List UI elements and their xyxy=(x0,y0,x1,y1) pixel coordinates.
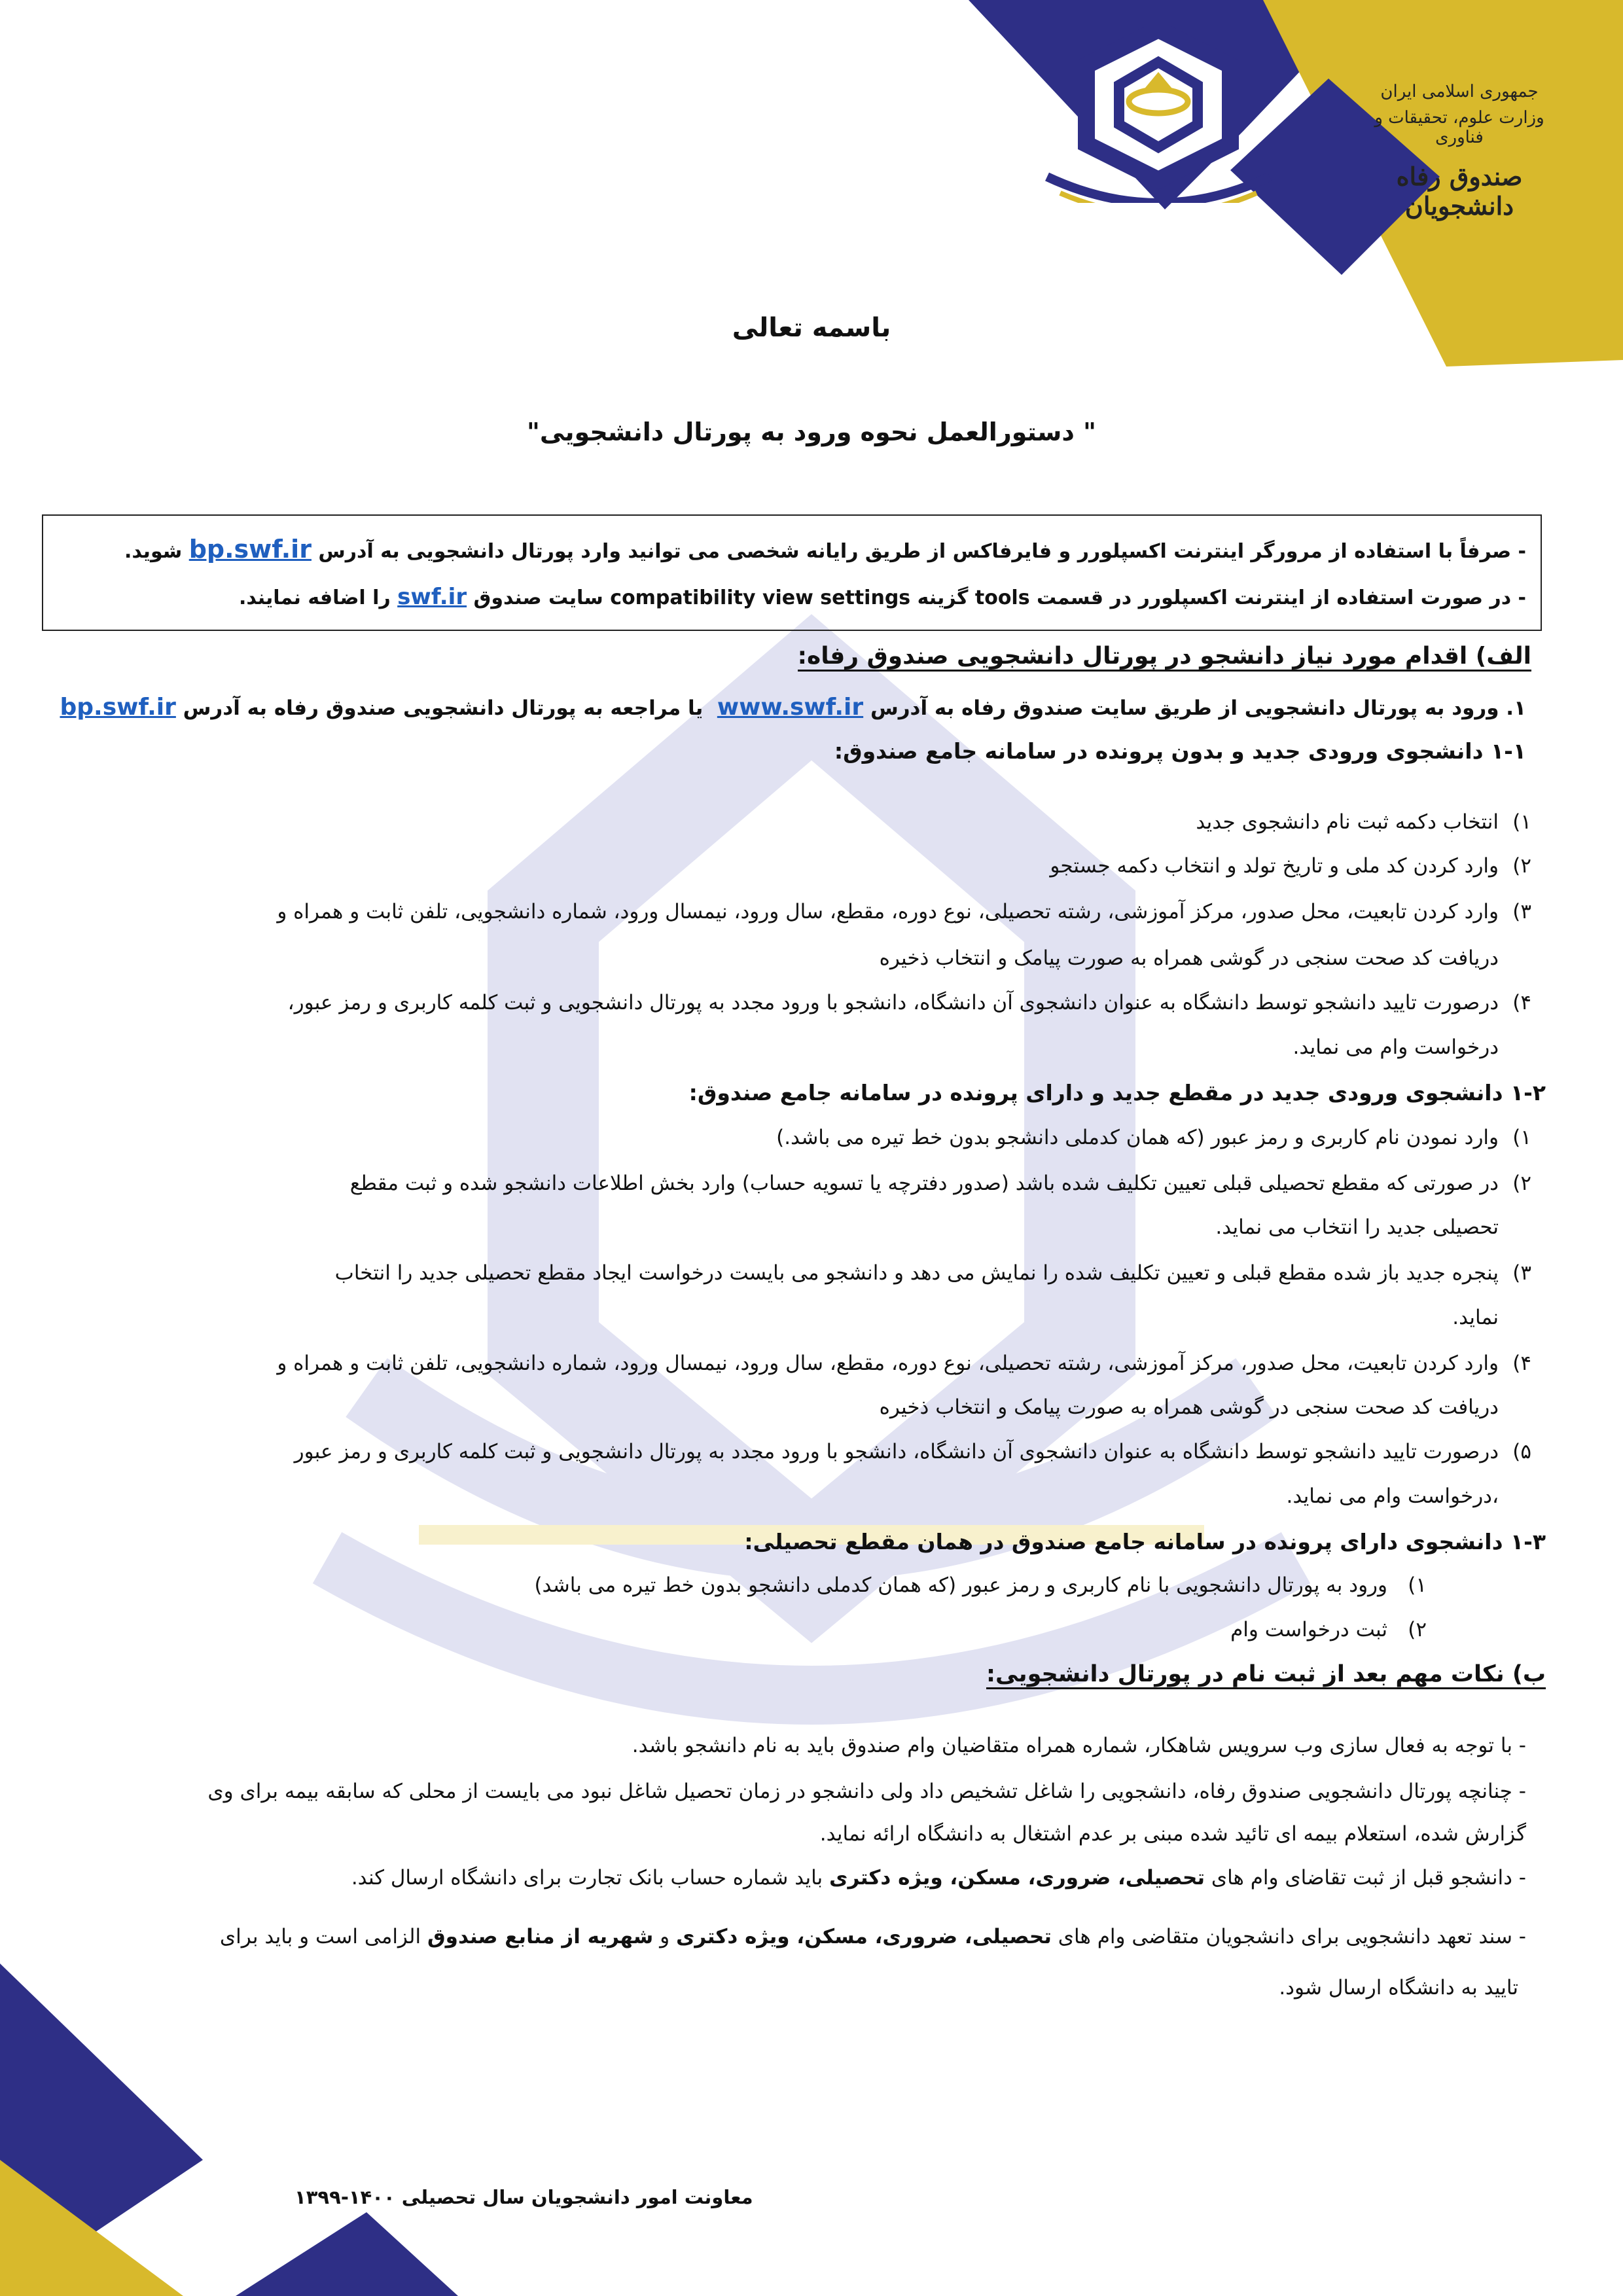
sub3-item-1-num: ۱) xyxy=(1408,1573,1427,1597)
page-title: " دستورالعمل نحوه ورود به پورتال دانشجویی" xyxy=(527,418,1096,446)
sub2-heading: ۱-۲ دانشجوی ورودی جدید در مقطع جدید و دارای پرونده در سامانه جامع صندوق: xyxy=(688,1080,1546,1105)
bp-swf-link[interactable]: bp.swf.ir xyxy=(60,694,176,721)
sub2-item-3-num: ۳) xyxy=(1512,1261,1531,1285)
sub2-item-5: درصورت تایید دانشجو توسط دانشگاه به عنوان دانشجوی آن دانشگاه، دانشجو با ورود مجدد به پورتال دانشجویی و ثبت کلمه کاربری و رمز عبور xyxy=(294,1440,1499,1463)
bullet-1: - با توجه به فعال سازی وب سرویس شاهکار، شماره همراه متقاضیان وام صندوق باید به نام دانشجو باشد. xyxy=(632,1734,1526,1757)
sub2-item-5-cont: ،درخواست وام می نماید. xyxy=(1286,1484,1499,1508)
sub1-item-2: وارد کردن کد ملی و تاریخ تولد و انتخاب دکمه جستجو xyxy=(1050,854,1499,878)
sub1-item-1-num: ۱) xyxy=(1512,810,1531,834)
sub2-item-4-cont: دریافت کد صحت سنجی در گوشی همراه به صورت پیامک و انتخاب ذخیره xyxy=(879,1395,1499,1419)
notice-box xyxy=(42,514,1542,631)
sub2-item-3: پنجره جدید باز شده مقطع قبلی و تعیین تکلیف شده را نمایش می دهد و دانشجو می بایست درخواست ایجاد مقطع تحصیلی جدید را انتخاب xyxy=(334,1261,1499,1285)
sub3-item-1: ورود به پورتال دانشجویی با نام کاربری و رمز عبور (که همان کدملی دانشجو بدون خط تیره می باشد) xyxy=(534,1573,1387,1597)
step-1: ۱. ورود به پورتال دانشجویی از طریق سایت صندوق رفاه به آدرس www.swf.ir یا مراجعه به پورتال دانشجویی صندوق رفاه به آدرس bp.swf.ir xyxy=(60,694,1526,721)
bullet-4-cont: تایید به دانشگاه ارسال شود. xyxy=(1279,1976,1518,2000)
republic-text: جمهوری اسلامی ایران xyxy=(1380,82,1539,101)
notice-line-1: - صرفاً با استفاده از مرورگر اینترنت اکسپلورر و فایرفاکس از طریق رایانه شخصی می توانید وارد پورتال دانشجویی به آدرس bp.swf.ir شوید. xyxy=(124,535,1526,564)
sub2-item-3-cont: نماید. xyxy=(1452,1306,1499,1329)
sub2-item-2-num: ۲) xyxy=(1512,1172,1531,1195)
sub1-item-4-num: ۴) xyxy=(1512,991,1531,1014)
sub2-item-4: وارد کردن تابعیت، محل صدور، مرکز آموزشی، رشته تحصیلی، نوع دوره، مقطع، سال ورود، نیمسال ورود، شماره دانشجویی، تلفن ثابت و همراه و xyxy=(277,1352,1499,1375)
invocation: باسمه تعالی xyxy=(732,313,891,343)
www-swf-link[interactable]: www.swf.ir xyxy=(717,694,864,721)
bullet-3: - دانشجو قبل از ثبت تقاضای وام های تحصیلی، ضروری، مسکن، ویژه دکتری باید شماره حساب بانک تجارت برای دانشگاه ارسال کند. xyxy=(351,1866,1526,1890)
fund-name-text: صندوق رفاه دانشجویان xyxy=(1396,162,1523,221)
bullet-2: - چنانچه پورتال دانشجویی صندوق رفاه، دانشجویی را شاغل تشخیص داد ولی دانشجو در زمان تحصیل شاغل نبود می بایست از محلی که سابقه بیمه برای وی xyxy=(207,1780,1526,1803)
bullet-4: - سند تعهد دانشجویی برای دانشجویان متقاضی وام های تحصیلی، ضروری، مسکن، ویژه دکتری و شهریه از منابع صندوق الزامی است و باید برای xyxy=(219,1925,1526,1948)
sub3-item-2: ثبت درخواست وام xyxy=(1230,1618,1387,1641)
notice-line-2: - در صورت استفاده از اینترنت اکسپلورر در قسمت tools گزینه compatibility view settings سایت صندوق swf.ir را اضافه نمایند. xyxy=(239,584,1526,610)
sub3-heading: ۱-۳ دانشجوی دارای پرونده در سامانه جامع صندوق در همان مقطع تحصیلی: xyxy=(744,1529,1546,1554)
section-a-heading: الف) اقدام مورد نیاز دانشجو در پورتال دانشجویی صندوق رفاه: xyxy=(798,643,1531,672)
sub3-item-2-num: ۲) xyxy=(1408,1618,1427,1641)
sub1-item-1: انتخاب دکمه ثبت نام دانشجوی جدید xyxy=(1196,810,1499,834)
sub2-item-1: وارد نمودن نام کاربری و رمز عبور (که همان کدملی دانشجو بدون خط تیره می باشد.) xyxy=(776,1126,1499,1149)
sub1-item-4: درصورت تایید دانشجو توسط دانشگاه به عنوان دانشجوی آن دانشگاه، دانشجو با ورود مجدد به پورتال دانشجویی و ثبت کلمه کاربری و رمز عبور، xyxy=(287,991,1499,1014)
ministry-text: وزارت علوم، تحقیقات و فناوری xyxy=(1374,108,1544,147)
sub2-item-5-num: ۵) xyxy=(1512,1440,1531,1463)
sub1-item-2-num: ۲) xyxy=(1512,854,1531,878)
swf-link[interactable]: swf.ir xyxy=(397,584,467,610)
footer-text: معاونت امور دانشجویان سال تحصیلی ۱۴۰۰-۱۳۹۹ xyxy=(294,2186,753,2208)
bp-link[interactable]: bp.swf.ir xyxy=(188,535,312,564)
sub1-item-3-cont: دریافت کد صحت سنجی در گوشی همراه به صورت پیامک و انتخاب ذخیره xyxy=(879,946,1499,970)
sub2-item-4-num: ۴) xyxy=(1512,1352,1531,1375)
fund-logo-icon xyxy=(1034,26,1283,203)
sub2-item-2: در صورتی که مقطع تحصیلی قبلی تعیین تکلیف شده باشد (صدور دفترچه یا تسویه حساب) وارد بخش اطلاعات دانشجو شده و ثبت مقطع xyxy=(349,1172,1499,1195)
sub2-item-1-num: ۱) xyxy=(1512,1126,1531,1149)
bullet-2-cont: گزارش شده، استعلام بیمه ای تائید شده مبنی بر عدم اشتغال به دانشگاه ارائه نماید. xyxy=(819,1822,1526,1846)
sub1-heading: ۱-۱ دانشجوی ورودی جدید و بدون پرونده در سامانه جامع صندوق: xyxy=(834,738,1526,764)
sub1-item-4-cont: درخواست وام می نماید. xyxy=(1293,1035,1499,1059)
sub1-item-3-num: ۳) xyxy=(1512,900,1531,924)
sub1-item-3: وارد کردن تابعیت، محل صدور، مرکز آموزشی، رشته تحصیلی، نوع دوره، مقطع، سال ورود، نیمسال ورود، شماره دانشجویی، تلفن ثابت و همراه و xyxy=(277,900,1499,924)
section-b-heading: ب) نکات مهم بعد از ثبت نام در پورتال دانشجویی: xyxy=(986,1661,1546,1689)
sub2-item-2-cont: تحصیلی جدید را انتخاب می نماید. xyxy=(1215,1215,1499,1239)
